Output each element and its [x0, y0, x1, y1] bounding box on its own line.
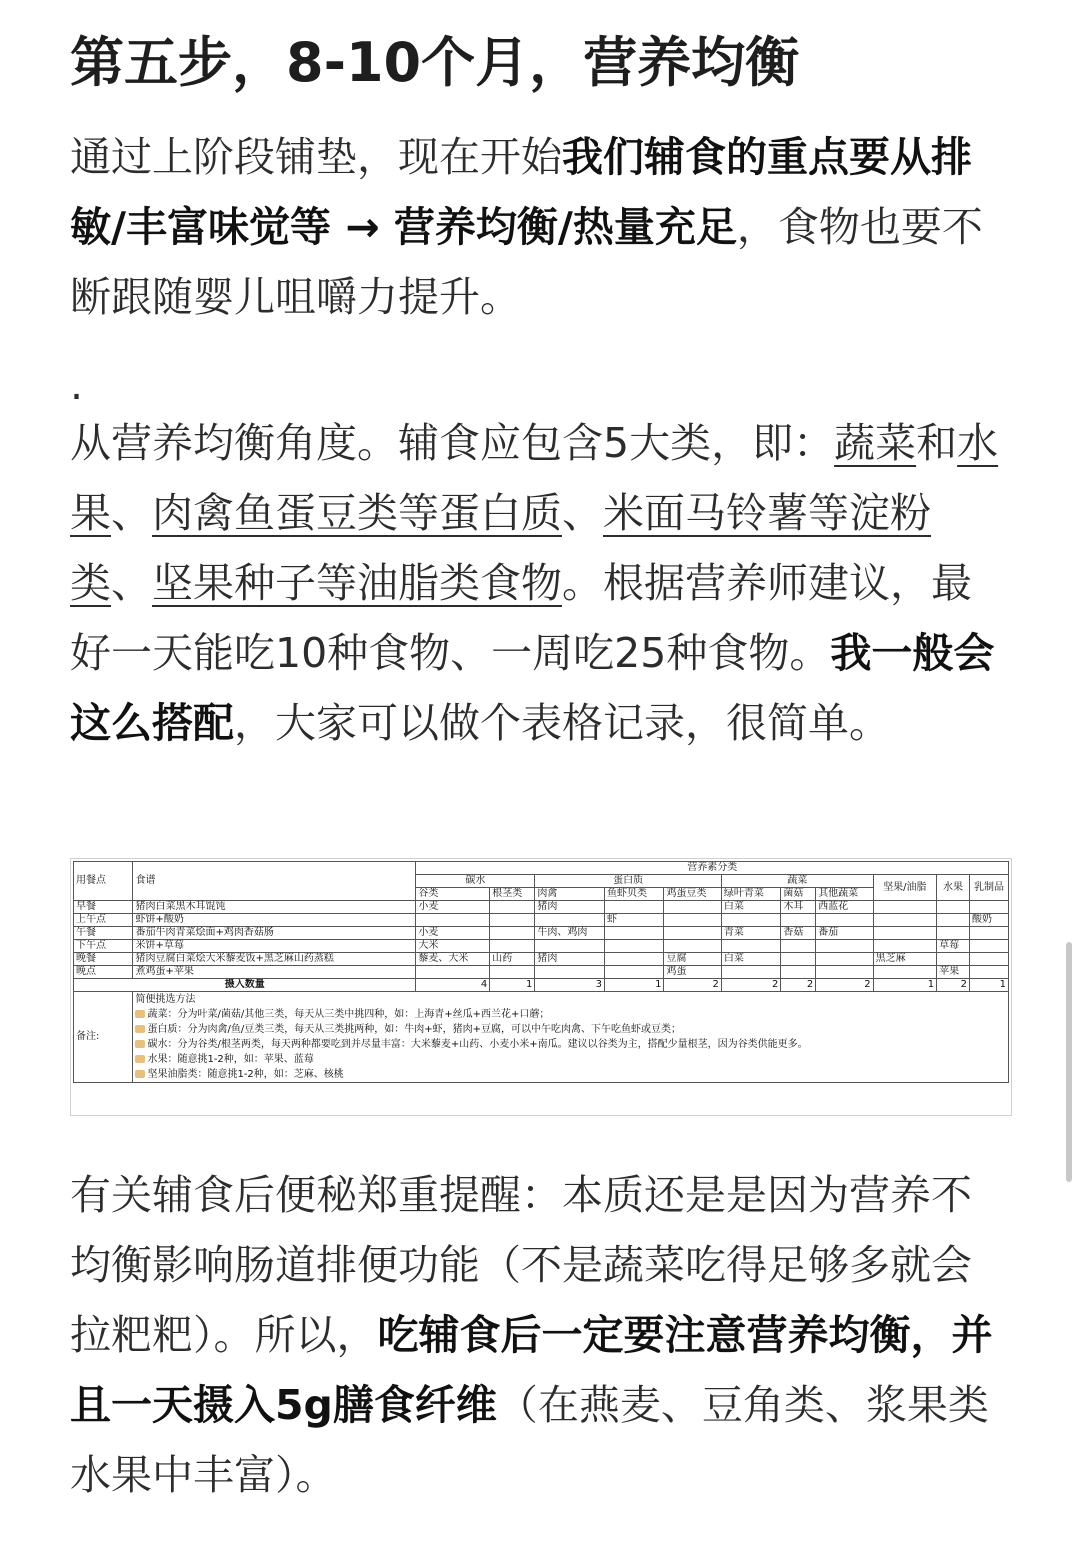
intake-count: 1 [605, 979, 664, 992]
meal-cell: 晚点 [74, 966, 133, 979]
nutrition-text-end2: ，大家可以做个表格记录，很简单。 [234, 699, 890, 747]
food-cell [873, 914, 937, 927]
header-subcategory: 根茎类 [490, 888, 535, 901]
food-cell: 黑芝麻 [873, 953, 937, 966]
meal-plan-table-image [70, 858, 1012, 1116]
food-cell [873, 966, 937, 979]
intake-label: 摄入数量 [74, 979, 416, 992]
food-cell [781, 953, 816, 966]
header-nutrient-group: 营养素分类 [416, 862, 1009, 875]
link-fruits[interactable]: 水果 [70, 419, 999, 537]
food-cell [664, 914, 721, 927]
food-cell: 山药 [490, 953, 535, 966]
food-cell [490, 966, 535, 979]
header-meal: 用餐点 [74, 862, 133, 901]
nutrition-text-end1: 。根据营养师建议，最好一天能吃10种食物、一周吃25种食物。 [70, 559, 972, 677]
food-cell: 猪肉 [535, 901, 605, 914]
intake-count: 2 [937, 979, 970, 992]
constipation-text-a: 有关辅食后便秘郑重提醒：本质还是是因为营养不均衡影响肠道排便功能（不是蔬菜吃得足够多就会拉粑粑）。所以， [70, 1171, 972, 1359]
nutrition-paragraph [70, 408, 1010, 758]
meal-plan-table [73, 861, 1009, 1083]
food-cell [816, 966, 873, 979]
food-cell [781, 914, 816, 927]
food-cell [969, 901, 1008, 914]
food-cell [535, 940, 605, 953]
conjunction-text: 和 [916, 419, 958, 467]
note-line [135, 1037, 1006, 1052]
nutrition-text-a: 从营养均衡角度。辅食应包含5大类，即： [70, 419, 835, 467]
pencil-icon [135, 1025, 145, 1033]
section-title: 第五步，8-10个月，营养均衡 [70, 31, 800, 94]
header-category: 蛋白质 [535, 875, 722, 888]
food-cell [721, 914, 780, 927]
food-cell: 木耳 [781, 901, 816, 914]
food-cell: 小麦 [416, 901, 490, 914]
header-subcategory: 肉禽 [535, 888, 605, 901]
recipe-cell: 虾饼+酸奶 [133, 914, 416, 927]
food-cell [937, 914, 970, 927]
recipe-cell: 猪肉白菜黑木耳馄饨 [133, 901, 416, 914]
recipe-cell: 猪肉豆腐白菜烩大米藜麦饭+黑芝麻山药蒸糕 [133, 953, 416, 966]
constipation-bold: 吃辅食后一定要注意营养均衡，并且一天摄入5g膳食纤维 [70, 1311, 993, 1429]
food-cell [816, 953, 873, 966]
scrollbar-thumb[interactable] [1066, 942, 1072, 1182]
table-row [74, 940, 1009, 953]
food-cell [490, 940, 535, 953]
link-vegetables[interactable]: 蔬菜 [834, 419, 917, 467]
food-cell [721, 966, 780, 979]
meal-cell: 早餐 [74, 901, 133, 914]
header-category: 水果 [937, 875, 970, 901]
note-line [135, 1052, 1006, 1067]
intake-count: 1 [969, 979, 1008, 992]
food-cell: 小麦 [416, 927, 490, 940]
link-protein[interactable]: 肉禽鱼蛋豆类等蛋白质 [152, 489, 562, 537]
nutrition-bold: 我一般会这么搭配 [70, 629, 995, 747]
intake-count: 2 [721, 979, 780, 992]
note-text: 水果：随意挑1-2种，如：苹果、蓝莓 [147, 1054, 314, 1065]
food-cell [969, 953, 1008, 966]
food-cell [873, 927, 937, 940]
food-cell [664, 901, 721, 914]
pencil-icon [135, 1040, 145, 1048]
food-cell: 草莓 [937, 940, 970, 953]
table-row [74, 966, 1009, 979]
food-cell [490, 927, 535, 940]
header-subcategory: 鸡蛋豆类 [664, 888, 721, 901]
intake-count: 2 [664, 979, 721, 992]
header-category: 蔬菜 [721, 875, 873, 888]
recipe-cell: 米饼+草莓 [133, 940, 416, 953]
food-cell [664, 927, 721, 940]
separator-text: 、 [111, 559, 152, 607]
food-cell: 西蓝花 [816, 901, 873, 914]
food-cell [816, 940, 873, 953]
header-category: 碳水 [416, 875, 535, 888]
food-cell: 大米 [416, 940, 490, 953]
food-cell [605, 901, 664, 914]
note-text: 蛋白质：分为肉禽/鱼/豆类三类，每天从三类挑两种，如：牛肉+虾，猪肉+豆腐，可以中午吃肉禽、下午吃鱼虾或豆类； [147, 1024, 681, 1035]
food-cell: 白菜 [721, 953, 780, 966]
constipation-text-c: （在燕麦、豆角类、浆果类水果中丰富）。 [70, 1381, 989, 1499]
table-header-row [74, 862, 1009, 875]
link-starch[interactable]: 米面马铃薯等淀粉类 [70, 489, 931, 607]
header-subcategory: 鱼虾贝类 [605, 888, 664, 901]
food-cell [605, 953, 664, 966]
intake-count: 3 [535, 979, 605, 992]
food-cell [873, 940, 937, 953]
food-cell: 鸡蛋 [664, 966, 721, 979]
note-line [135, 1007, 1006, 1022]
separator-text: 、 [111, 489, 152, 537]
recipe-cell: 番茄牛肉青菜烩面+鸡肉香菇肠 [133, 927, 416, 940]
food-cell [605, 966, 664, 979]
food-cell: 番茄 [816, 927, 873, 940]
recipe-cell: 煮鸡蛋+苹果 [133, 966, 416, 979]
intake-count: 1 [873, 979, 937, 992]
intro-text-a: 通过上阶段铺垫，现在开始 [70, 133, 562, 181]
table-row [74, 914, 1009, 927]
food-cell [416, 966, 490, 979]
food-cell [490, 914, 535, 927]
food-cell: 青菜 [721, 927, 780, 940]
pencil-icon [135, 1070, 145, 1078]
intake-count: 4 [416, 979, 490, 992]
food-cell [816, 914, 873, 927]
separator-text: 、 [562, 489, 603, 537]
food-cell [937, 901, 970, 914]
food-cell: 白菜 [721, 901, 780, 914]
meal-cell: 午餐 [74, 927, 133, 940]
meal-cell: 晚餐 [74, 953, 133, 966]
table-row [74, 901, 1009, 914]
header-subcategory: 菌菇 [781, 888, 816, 901]
note-text: 简便挑选方法 [135, 994, 196, 1005]
food-cell [873, 901, 937, 914]
table-row [74, 953, 1009, 966]
table-row [74, 927, 1009, 940]
intake-count: 2 [816, 979, 873, 992]
notes-label: 备注: [74, 992, 133, 1083]
intro-bold: 我们辅食的重点要从排敏/丰富味觉等 → 营养均衡/热量充足 [70, 133, 972, 251]
intake-count: 2 [781, 979, 816, 992]
header-subcategory: 谷类 [416, 888, 490, 901]
pencil-icon [135, 1010, 145, 1018]
food-cell [416, 914, 490, 927]
intro-paragraph [70, 122, 1010, 332]
notes-row [74, 992, 1009, 1083]
link-fats[interactable]: 坚果种子等油脂类食物 [152, 559, 562, 607]
food-cell: 苹果 [937, 966, 970, 979]
food-cell [969, 940, 1008, 953]
food-cell: 豆腐 [664, 953, 721, 966]
header-category: 坚果/油脂 [873, 875, 937, 901]
food-cell [969, 927, 1008, 940]
header-category: 乳制品 [969, 875, 1008, 901]
food-cell [781, 966, 816, 979]
note-line [135, 1067, 1006, 1082]
food-cell [721, 940, 780, 953]
header-subcategory: 其他蔬菜 [816, 888, 873, 901]
food-cell [937, 953, 970, 966]
constipation-paragraph [70, 1160, 1010, 1510]
food-cell: 藜麦、大米 [416, 953, 490, 966]
food-cell [781, 940, 816, 953]
food-cell [605, 927, 664, 940]
pencil-icon [135, 1055, 145, 1063]
food-cell: 牛肉、鸡肉 [535, 927, 605, 940]
food-cell [937, 927, 970, 940]
separator-dot: . [70, 361, 84, 409]
food-cell [969, 966, 1008, 979]
header-recipe: 食谱 [133, 862, 416, 901]
food-cell [605, 940, 664, 953]
note-line [135, 992, 1006, 1007]
note-text: 坚果油脂类：随意挑1-2种，如：芝麻、核桃 [147, 1069, 344, 1080]
intake-count: 1 [490, 979, 535, 992]
header-subcategory: 绿叶青菜 [721, 888, 780, 901]
food-cell [535, 914, 605, 927]
food-cell: 香菇 [781, 927, 816, 940]
food-cell: 虾 [605, 914, 664, 927]
food-cell [490, 901, 535, 914]
intake-row [74, 979, 1009, 992]
intro-text-c: ，食物也要不断跟随婴儿咀嚼力提升。 [70, 203, 983, 321]
food-cell: 猪肉 [535, 953, 605, 966]
food-cell: 酸奶 [969, 914, 1008, 927]
notes-cell [133, 992, 1009, 1083]
food-cell [535, 966, 605, 979]
meal-cell: 下午点 [74, 940, 133, 953]
food-cell [664, 940, 721, 953]
note-text: 碳水：分为谷类/根茎两类，每天两种都要吃到并尽量丰富：大米藜麦+山药、小麦小米+南瓜。建议以谷类为主，搭配少量根茎，因为谷类供能更多。 [147, 1039, 808, 1050]
note-line [135, 1022, 1006, 1037]
meal-cell: 上午点 [74, 914, 133, 927]
note-text: 蔬菜：分为叶菜/菌菇/其他三类，每天从三类中挑四种，如：上海青+丝瓜+西兰花+口蘑； [147, 1009, 550, 1020]
